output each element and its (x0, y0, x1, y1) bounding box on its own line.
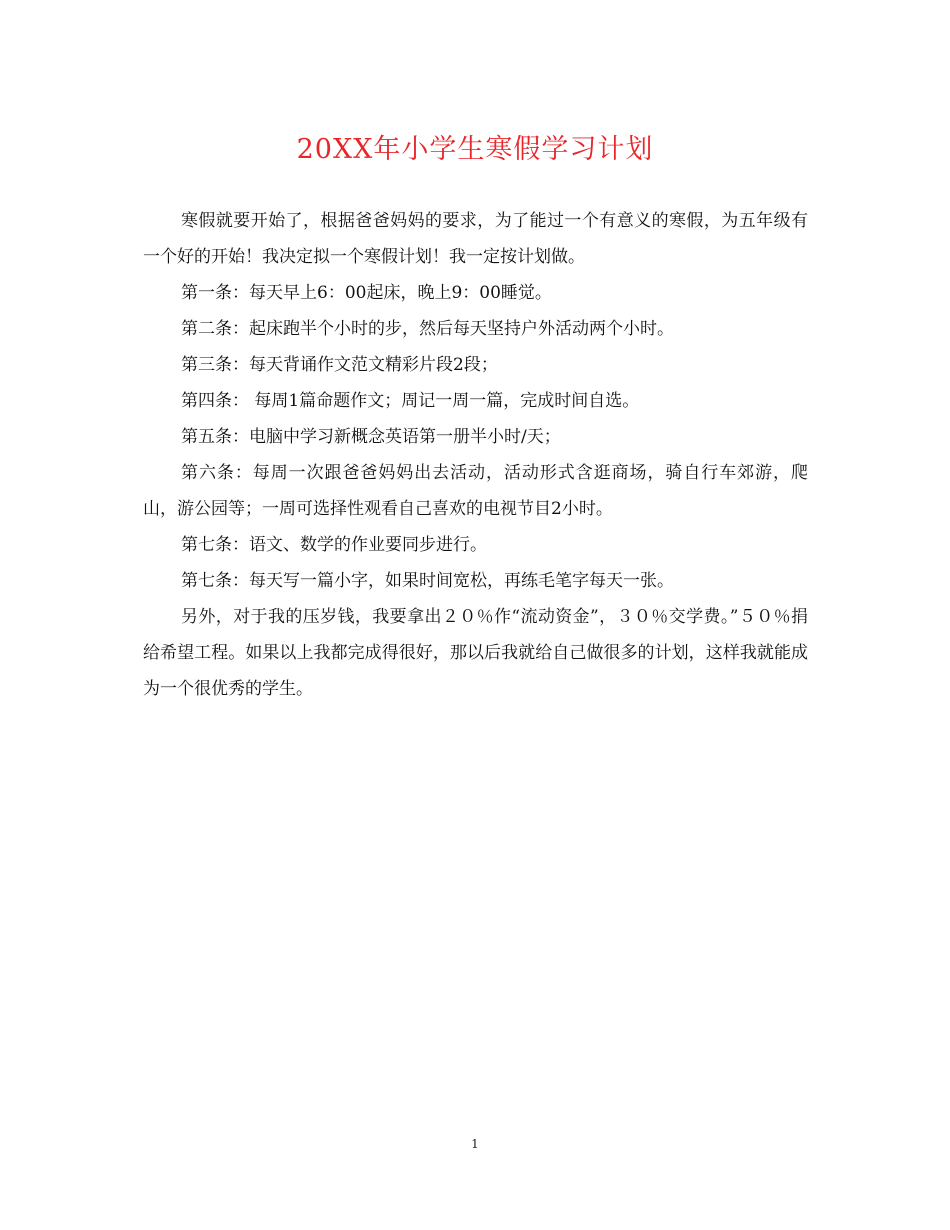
paragraph-item-7: 第七条：语文、数学的作业要同步进行。 (181, 535, 487, 555)
paragraph-item-4: 第四条： 每周1篇命题作文；周记一周一篇，完成时间自选。 (181, 391, 640, 411)
paragraph-intro: 寒假就要开始了，根据爸爸妈妈的要求，为了能过一个有意义的寒假，为五年级有一个好的开始！我决定拟一个寒假计划！我一定按计划做。 (143, 211, 808, 267)
paragraph-item-3: 第三条：每天背诵作文范文精彩片段2段； (181, 355, 498, 375)
document-title: 20XX年小学生寒假学习计划 (296, 134, 654, 165)
paragraph-item-6: 第六条：每周一次跟爸爸妈妈出去活动，活动形式含逛商场，骑自行车郊游，爬山，游公园等；一周可选择性观看自己喜欢的电视节目2小时。 (143, 463, 808, 519)
paragraph-item-2: 第二条：起床跑半个小时的步，然后每天坚持户外活动两个小时。 (181, 319, 674, 339)
paragraph-item-1: 第一条：每天早上6：00起床，晚上9：00睡觉。 (181, 283, 552, 303)
paragraph-item-5: 第五条：电脑中学习新概念英语第一册半小时/天； (181, 427, 561, 447)
page-number: 1 (471, 1137, 479, 1151)
document-body (143, 203, 808, 707)
paragraph-closing: 另外，对于我的压岁钱，我要拿出２０％作“流动资金”，３０％交学费。”５０％捐给希望工程。如果以上我都完成得很好，那以后我就给自己做很多的计划，这样我就能成为一个很优秀的学生。 (143, 607, 808, 699)
paragraph-item-7b: 第七条：每天写一篇小字，如果时间宽松，再练毛笔字每天一张。 (181, 571, 674, 591)
